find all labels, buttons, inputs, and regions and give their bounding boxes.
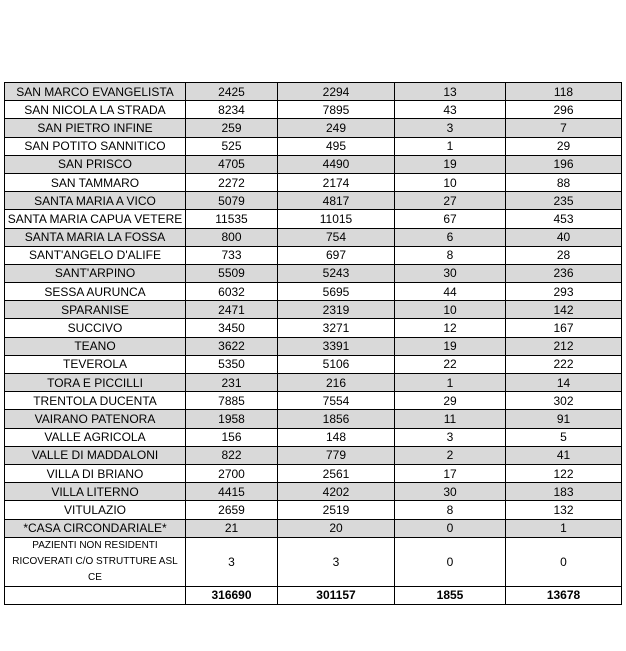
table-row	[5, 355, 622, 373]
total-cases-cell: 156	[186, 428, 278, 446]
total-cases-cell: 2272	[186, 173, 278, 191]
table-row	[5, 137, 622, 155]
deaths-cell: 1	[395, 137, 506, 155]
table-row	[5, 483, 622, 501]
deaths-cell: 43	[395, 101, 506, 119]
municipality-cell: SANTA MARIA A VICO	[5, 192, 186, 210]
active-cell: 132	[506, 501, 622, 519]
active-cell: 236	[506, 264, 622, 282]
recovered-cell: 148	[278, 428, 395, 446]
table-row	[5, 319, 622, 337]
deaths-cell: 12	[395, 319, 506, 337]
table-row	[5, 410, 622, 428]
table-row	[5, 428, 622, 446]
municipality-cell: VILLA DI BRIANO	[5, 464, 186, 482]
recovered-cell: 3271	[278, 319, 395, 337]
active-cell: 118	[506, 83, 622, 101]
total-cases-cell: 259	[186, 119, 278, 137]
total-cases-cell: 8234	[186, 101, 278, 119]
municipality-cell: SESSA AURUNCA	[5, 283, 186, 301]
recovered-cell: 4202	[278, 483, 395, 501]
recovered-cell: 5695	[278, 283, 395, 301]
recovered-cell: 5106	[278, 355, 395, 373]
municipality-cell: VALLE AGRICOLA	[5, 428, 186, 446]
active-cell: 167	[506, 319, 622, 337]
recovered-cell: 20	[278, 519, 395, 537]
totals-deaths: 1855	[395, 586, 506, 604]
table-row	[5, 301, 622, 319]
deaths-cell: 8	[395, 246, 506, 264]
total-cases-cell: 2659	[186, 501, 278, 519]
total-cases-cell: 2471	[186, 301, 278, 319]
active-cell: 302	[506, 392, 622, 410]
municipality-cell: SANT'ARPINO	[5, 264, 186, 282]
recovered-cell: 697	[278, 246, 395, 264]
active-cell: 5	[506, 428, 622, 446]
deaths-cell: 44	[395, 283, 506, 301]
municipality-cell: SAN PRISCO	[5, 155, 186, 173]
deaths-cell: 27	[395, 192, 506, 210]
municipality-cell: VALLE DI MADDALONI	[5, 446, 186, 464]
municipality-cell: SAN NICOLA LA STRADA	[5, 101, 186, 119]
recovered-cell: 3391	[278, 337, 395, 355]
table-row	[5, 210, 622, 228]
total-cases-cell: 5079	[186, 192, 278, 210]
table-row	[5, 392, 622, 410]
municipality-cell: VAIRANO PATENORA	[5, 410, 186, 428]
deaths-cell: 1	[395, 374, 506, 392]
active-cell: 88	[506, 173, 622, 191]
active-cell: 293	[506, 283, 622, 301]
municipality-cell: SANTA MARIA LA FOSSA	[5, 228, 186, 246]
deaths-cell: 10	[395, 173, 506, 191]
active-cell: 142	[506, 301, 622, 319]
totals-active: 13678	[506, 586, 622, 604]
deaths-cell: 2	[395, 446, 506, 464]
deaths-cell: 30	[395, 264, 506, 282]
municipality-cell: PAZIENTI NON RESIDENTI RICOVERATI C/O STRUTTURE ASL CE	[5, 537, 186, 586]
total-cases-cell: 4415	[186, 483, 278, 501]
active-cell: 183	[506, 483, 622, 501]
recovered-cell: 216	[278, 374, 395, 392]
active-cell: 29	[506, 137, 622, 155]
municipality-cell: SANT'ANGELO D'ALIFE	[5, 246, 186, 264]
recovered-cell: 249	[278, 119, 395, 137]
table-row	[5, 537, 622, 586]
total-cases-cell: 800	[186, 228, 278, 246]
total-cases-cell: 5350	[186, 355, 278, 373]
municipality-cell: SANTA MARIA CAPUA VETERE	[5, 210, 186, 228]
recovered-cell: 1856	[278, 410, 395, 428]
table-row	[5, 374, 622, 392]
total-cases-cell: 3	[186, 537, 278, 586]
table-row	[5, 173, 622, 191]
active-cell: 1	[506, 519, 622, 537]
total-cases-cell: 733	[186, 246, 278, 264]
recovered-cell: 11015	[278, 210, 395, 228]
table-row	[5, 101, 622, 119]
active-cell: 14	[506, 374, 622, 392]
active-cell: 122	[506, 464, 622, 482]
table-row	[5, 337, 622, 355]
total-cases-cell: 2700	[186, 464, 278, 482]
municipality-cell: SAN TAMMARO	[5, 173, 186, 191]
municipality-cell: TORA E PICCILLI	[5, 374, 186, 392]
municipality-cell: VITULAZIO	[5, 501, 186, 519]
deaths-cell: 6	[395, 228, 506, 246]
totals-row	[5, 586, 622, 604]
municipality-cell: SUCCIVO	[5, 319, 186, 337]
totals-total-cases: 316690	[186, 586, 278, 604]
deaths-cell: 10	[395, 301, 506, 319]
deaths-cell: 0	[395, 519, 506, 537]
recovered-cell: 495	[278, 137, 395, 155]
active-cell: 41	[506, 446, 622, 464]
table-row	[5, 246, 622, 264]
active-cell: 453	[506, 210, 622, 228]
active-cell: 196	[506, 155, 622, 173]
table-row	[5, 83, 622, 101]
table-row	[5, 283, 622, 301]
active-cell: 40	[506, 228, 622, 246]
recovered-cell: 2319	[278, 301, 395, 319]
active-cell: 0	[506, 537, 622, 586]
recovered-cell: 4490	[278, 155, 395, 173]
data-table	[4, 82, 622, 605]
table-row	[5, 119, 622, 137]
deaths-cell: 29	[395, 392, 506, 410]
active-cell: 212	[506, 337, 622, 355]
deaths-cell: 3	[395, 119, 506, 137]
table-row	[5, 228, 622, 246]
deaths-cell: 0	[395, 537, 506, 586]
active-cell: 296	[506, 101, 622, 119]
table-row	[5, 264, 622, 282]
total-cases-cell: 6032	[186, 283, 278, 301]
total-cases-cell: 525	[186, 137, 278, 155]
active-cell: 235	[506, 192, 622, 210]
total-cases-cell: 4705	[186, 155, 278, 173]
table-row	[5, 519, 622, 537]
recovered-cell: 7554	[278, 392, 395, 410]
recovered-cell: 2174	[278, 173, 395, 191]
deaths-cell: 19	[395, 155, 506, 173]
total-cases-cell: 5509	[186, 264, 278, 282]
total-cases-cell: 822	[186, 446, 278, 464]
deaths-cell: 13	[395, 83, 506, 101]
total-cases-cell: 2425	[186, 83, 278, 101]
table-body	[5, 83, 622, 605]
recovered-cell: 2519	[278, 501, 395, 519]
recovered-cell: 7895	[278, 101, 395, 119]
deaths-cell: 11	[395, 410, 506, 428]
active-cell: 222	[506, 355, 622, 373]
recovered-cell: 2561	[278, 464, 395, 482]
active-cell: 7	[506, 119, 622, 137]
municipality-cell: SAN MARCO EVANGELISTA	[5, 83, 186, 101]
municipality-cell: TEANO	[5, 337, 186, 355]
totals-recovered: 301157	[278, 586, 395, 604]
table-row	[5, 446, 622, 464]
municipality-cell: TRENTOLA DUCENTA	[5, 392, 186, 410]
deaths-cell: 8	[395, 501, 506, 519]
deaths-cell: 17	[395, 464, 506, 482]
recovered-cell: 2294	[278, 83, 395, 101]
total-cases-cell: 11535	[186, 210, 278, 228]
totals-label-cell	[5, 586, 186, 604]
deaths-cell: 67	[395, 210, 506, 228]
deaths-cell: 19	[395, 337, 506, 355]
deaths-cell: 3	[395, 428, 506, 446]
table-row	[5, 192, 622, 210]
deaths-cell: 30	[395, 483, 506, 501]
municipality-cell: *CASA CIRCONDARIALE*	[5, 519, 186, 537]
municipality-cell: VILLA LITERNO	[5, 483, 186, 501]
deaths-cell: 22	[395, 355, 506, 373]
total-cases-cell: 3622	[186, 337, 278, 355]
table-row	[5, 155, 622, 173]
recovered-cell: 779	[278, 446, 395, 464]
total-cases-cell: 231	[186, 374, 278, 392]
municipality-cell: SPARANISE	[5, 301, 186, 319]
recovered-cell: 754	[278, 228, 395, 246]
total-cases-cell: 3450	[186, 319, 278, 337]
active-cell: 28	[506, 246, 622, 264]
municipality-cell: TEVEROLA	[5, 355, 186, 373]
recovered-cell: 3	[278, 537, 395, 586]
recovered-cell: 5243	[278, 264, 395, 282]
total-cases-cell: 21	[186, 519, 278, 537]
recovered-cell: 4817	[278, 192, 395, 210]
total-cases-cell: 7885	[186, 392, 278, 410]
municipality-cell: SAN PIETRO INFINE	[5, 119, 186, 137]
table-row	[5, 501, 622, 519]
total-cases-cell: 1958	[186, 410, 278, 428]
table-row	[5, 464, 622, 482]
municipality-cell: SAN POTITO SANNITICO	[5, 137, 186, 155]
active-cell: 91	[506, 410, 622, 428]
